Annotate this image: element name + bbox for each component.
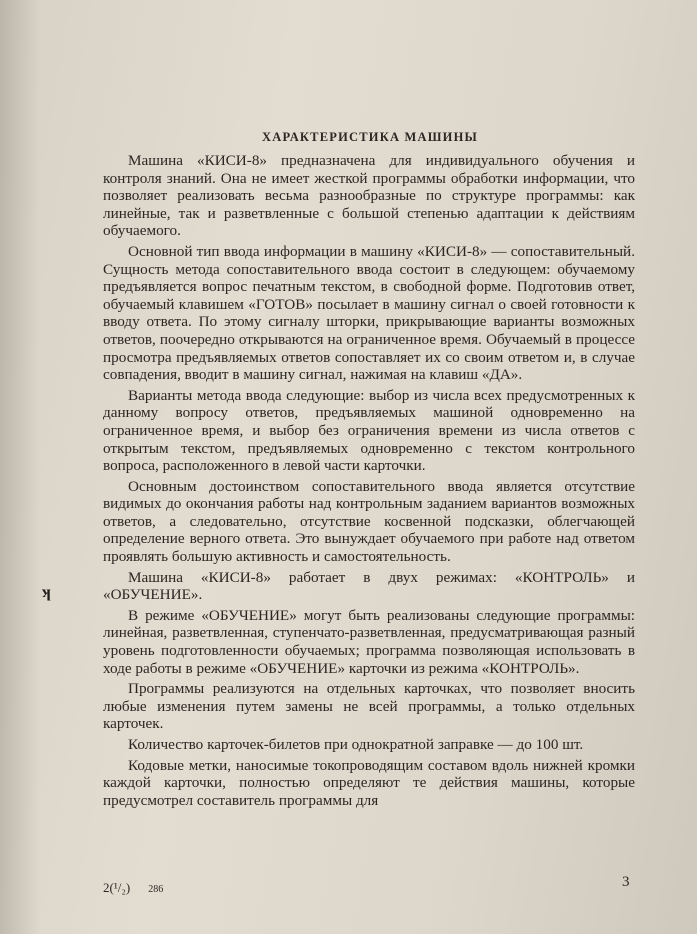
paragraph: В режиме «ОБУЧЕНИЕ» могут быть реализованы следующие программы: линейная, разветвленная, ступенчато-разветвленная, предусматривающая разный уровень подготовленности обучаемых; программа позволяющая использовать в ходе работы в режиме «ОБУЧЕНИЕ» карточки из режима «КОНТРОЛЬ».	[103, 606, 635, 677]
margin-mark: ʞ	[42, 584, 51, 601]
page-title: ХАРАКТЕРИСТИКА МАШИНЫ	[262, 130, 478, 144]
page-gutter-shadow	[0, 0, 40, 934]
paragraph: Кодовые метки, наносимые токопроводящим составом вдоль нижней кромки каждой карточки, полностью определяют те действия машины, которые предусмотрел составитель программы для	[103, 756, 635, 809]
paragraph: Машина «КИСИ-8» предназначена для индивидуального обучения и контроля знаний. Она не имеет жесткой программы обработки информации, что позволяет реализовать весьма разнообразные по структуре программы: как линейные, так и разветвленные с большой степенью адаптации к действиям обучаемого.	[103, 152, 635, 240]
paragraph: Программы реализуются на отдельных карточках, что позволяет вносить любые изменения путем замены не всей программы, а только отдельных карточек.	[103, 680, 635, 733]
paragraph: Количество карточек-билетов при однократной заправке — до 100 шт.	[128, 736, 584, 753]
paragraph: Основной тип ввода информации в машину «КИСИ-8» — сопоставительный. Сущность метода сопоставительного ввода состоит в следующем: обучаемому предъявляется вопрос печатным текстом, в свободной форме. Подготовив ответ, обучаемый клавишем «ГОТОВ» посылает в машину сигнал о своей готовности к вводу ответа. По этому сигналу шторки, прикрывающие варианты возможных ответов, поочередно открываются на ограниченное время. Обучаемый в процессе просмотра предъявляемых ответов сопоставляет их со своим ответом и, в случае совпадения, вводит в машину сигнал, нажимая на клавиш «ДА».	[103, 242, 635, 384]
paragraph: Варианты метода ввода следующие: выбор из числа всех предусмотренных к данному вопросу ответов, предъявляемых машиной одновременно на ограниченное время, и выбор без ограничения времени из числа ответов с открытым текстом, предъявляемых одновременно с текстом контрольного вопроса, расположенного в левой части карточки.	[103, 386, 635, 475]
paragraph: Основным достоинством сопоставительного ввода является отсутствие видимых до окончания работы над контрольным заданием вариантов возможных ответов, а следовательно, отсутствие косвенной подсказки, облегчающей определение верного ответа. Это вынуждает обучаемого при работе над ответом проявлять большую активность и самостоятельность.	[103, 477, 635, 566]
page-number: 3	[622, 874, 630, 890]
printer-signature	[103, 880, 163, 896]
signature-number: 286	[148, 884, 164, 895]
body-text	[103, 152, 635, 812]
signature-mark: 2(¹/₂)	[103, 880, 131, 895]
paragraph: Машина «КИСИ-8» работает в двух режимах: «КОНТРОЛЬ» и «ОБУЧЕНИЕ».	[103, 568, 635, 604]
